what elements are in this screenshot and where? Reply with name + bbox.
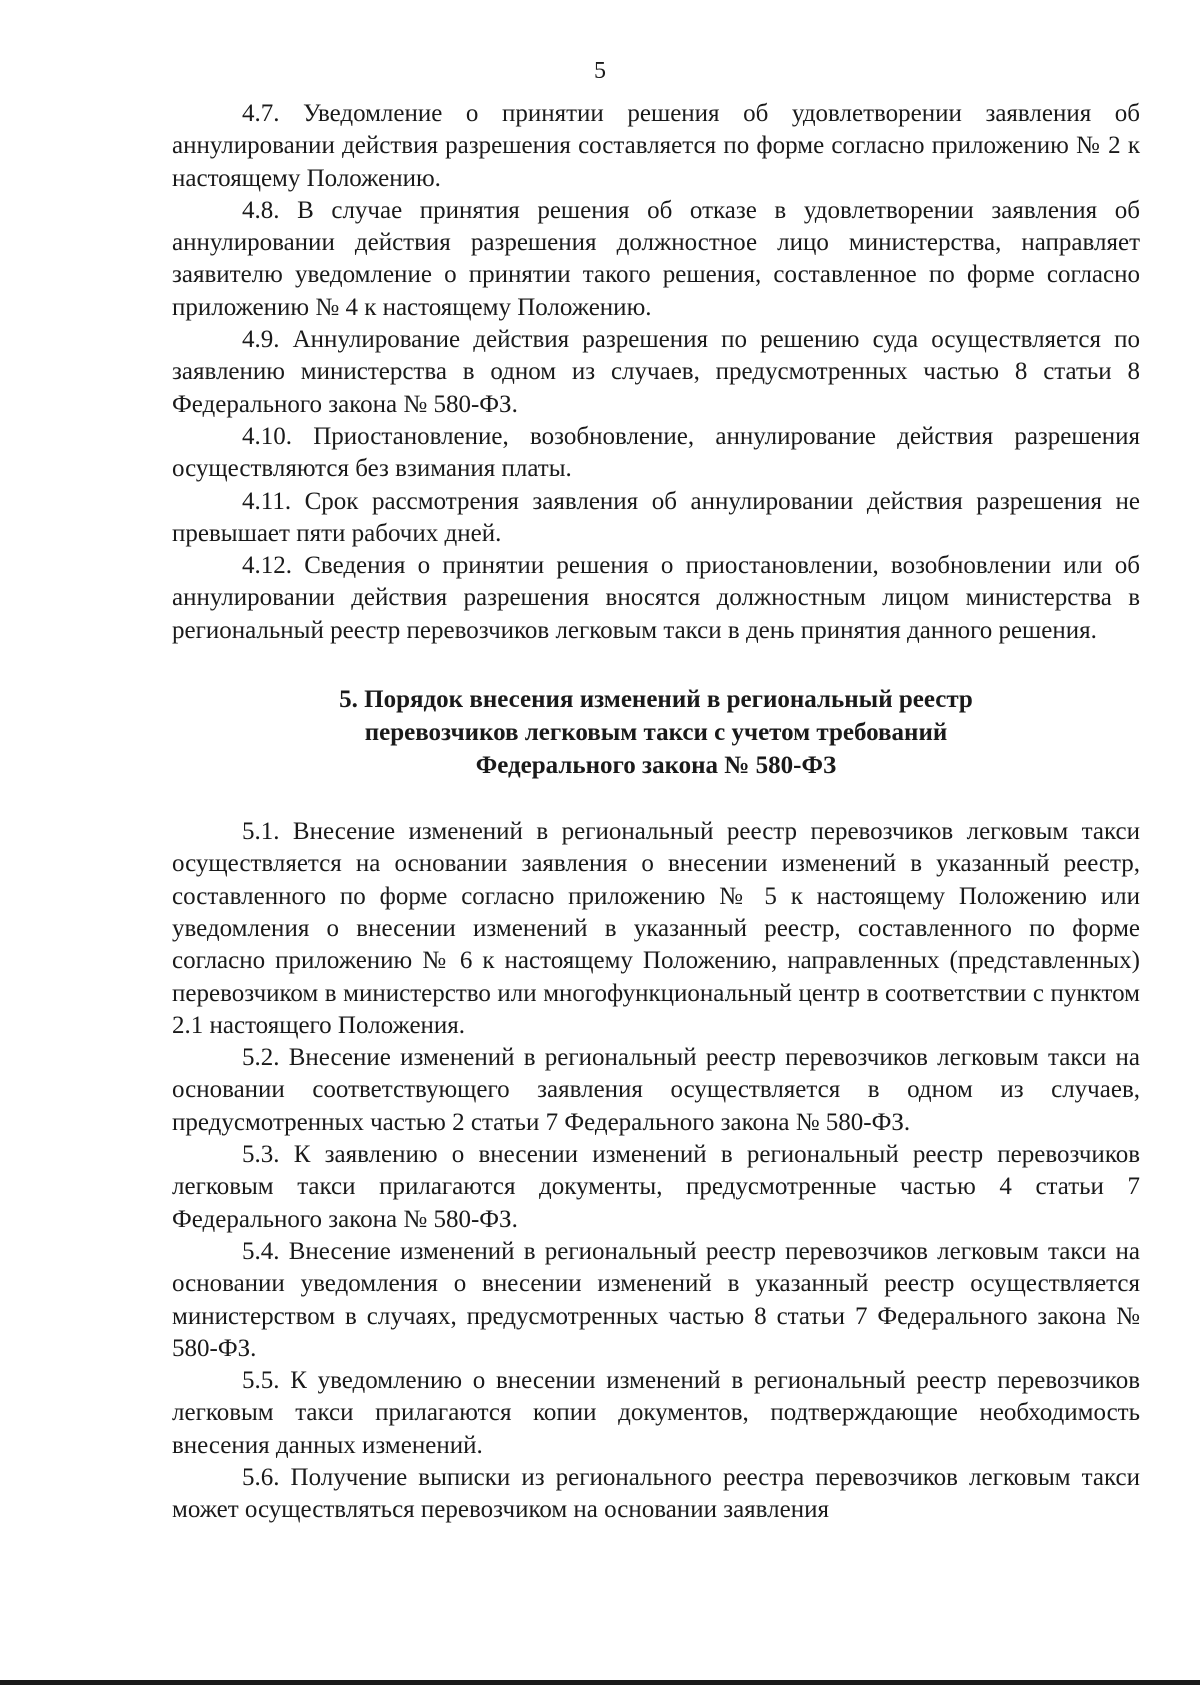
paragraph-5-3: 5.3. К заявлению о внесении изменений в региональный реестр перевозчиков легковым такси прилагаются документы, предусмотренные частью 4 статьи 7 Федерального закона № 580-ФЗ. [172, 1141, 1140, 1233]
section-heading-line-1: 5. Порядок внесения изменений в региональный реестр [339, 686, 973, 714]
paragraph-4-8: 4.8. В случае принятия решения об отказе в удовлетворении заявления об аннулировании действия разрешения должностное лицо министерства, направляет заявителю уведомление о принятии такого решения, составленное по форме согласно приложению № 4 к настоящему Положению. [172, 196, 1140, 321]
bottom-rule [0, 1680, 1200, 1685]
page-number: 5 [594, 58, 606, 84]
document-body [172, 98, 1140, 1527]
section-heading-line-2: перевозчиков легковым такси с учетом требований [364, 719, 948, 747]
paragraph-4-11: 4.11. Срок рассмотрения заявления об аннулировании действия разрешения не превышает пяти рабочих дней. [172, 487, 1140, 547]
paragraph-4-10: 4.10. Приостановление, возобновление, аннулирование действия разрешения осуществляются без взимания платы. [172, 422, 1140, 483]
paragraph-4-9: 4.9. Аннулирование действия разрешения по решению суда осуществляется по заявлению министерства в одном из случаев, предусмотренных частью 8 статьи 8 Федерального закона № 580-ФЗ. [172, 326, 1140, 418]
paragraph-4-7: 4.7. Уведомление о принятии решения об удовлетворении заявления об аннулировании действия разрешения составляется по форме согласно приложению № 2 к настоящему Положению. [172, 100, 1140, 192]
section-heading-line-3: Федерального закона № 580-ФЗ [475, 752, 837, 780]
paragraph-5-1: 5.1. Внесение изменений в региональный реестр перевозчиков легковым такси осуществляется на основании заявления о внесении изменений в указанный реестр, составленного по форме согласно приложению № 5 к настоящему Положению или уведомления о внесении изменений в указанный реестр, составленного по форме согласно приложению № 6 к настоящему Положению, направленных (представленных) перевозчиком в министерство или многофункциональный центр в соответствии с пунктом 2.1 настоящего Положения. [172, 818, 1140, 1039]
paragraph-5-5: 5.5. К уведомлению о внесении изменений в региональный реестр перевозчиков легковым такси прилагаются копии документов, подтверждающие необходимость внесения данных изменений. [172, 1367, 1140, 1459]
paragraph-4-12: 4.12. Сведения о принятии решения о приостановлении, возобновлении или об аннулировании действия разрешения вносятся должностным лицом министерства в региональный реестр перевозчиков легковым такси в день принятия данного решения. [172, 552, 1140, 644]
paragraph-5-4: 5.4. Внесение изменений в региональный реестр перевозчиков легковым такси на основании уведомления о внесении изменений в указанный реестр осуществляется министерством в случаях, предусмотренных частью 8 статьи 7 Федерального закона № 580-ФЗ. [172, 1237, 1140, 1362]
section-heading [172, 683, 1140, 782]
paragraph-5-6: 5.6. Получение выписки из регионального реестра перевозчиков легковым такси может осуществляться перевозчиком на основании заявления [172, 1463, 1140, 1524]
paragraph-5-2: 5.2. Внесение изменений в региональный реестр перевозчиков легковым такси на основании соответствующего заявления осуществляется в одном из случаев, предусмотренных частью 2 статьи 7 Федерального закона № 580-ФЗ. [172, 1044, 1140, 1136]
